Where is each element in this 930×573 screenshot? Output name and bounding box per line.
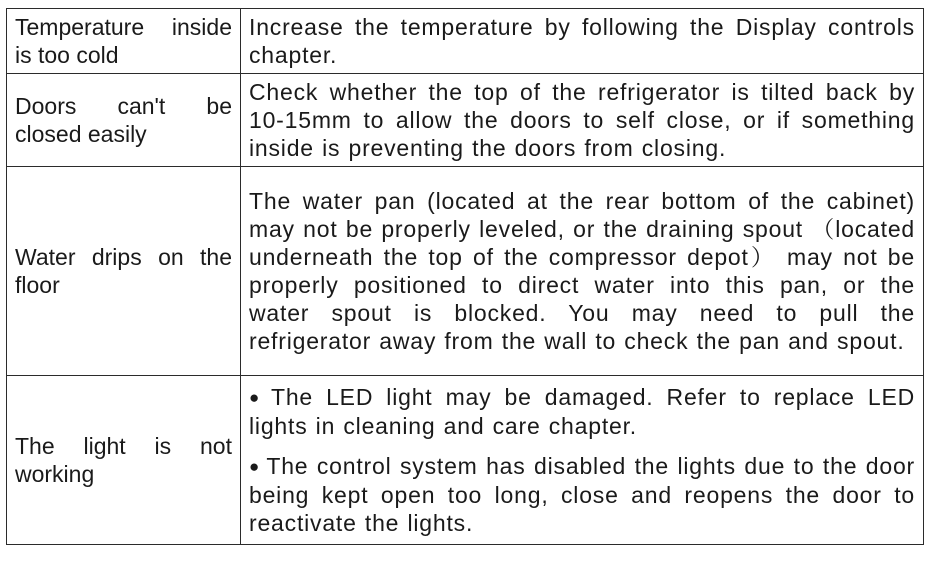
problem-cell — [7, 74, 241, 167]
problem-cell — [7, 167, 241, 376]
problem-cell — [7, 376, 241, 545]
solution-cell — [241, 167, 924, 376]
bullet-item — [249, 452, 915, 537]
solution-text: The water pan (located at the rear bottom of the cabinet) may not be properly leveled, or the draining spout （located underneath the top of the compressor depot） may not be properly positioned to direct water into this pan, or the water spout is blocked. You may need to pull the refrigerator away from the wall to check the pan and spout. — [249, 188, 915, 354]
troubleshooting-table — [6, 8, 924, 545]
bullet-icon: ● — [249, 457, 261, 476]
bullet-text: The control system has disabled the lights due to the door being kept open too long, close and reopens the door to reactivate the lights. — [249, 453, 915, 536]
table-row — [7, 9, 924, 74]
table-row — [7, 167, 924, 376]
problem-text: Temperature inside is too cold — [15, 14, 232, 68]
problem-cell — [7, 9, 241, 74]
bullet-icon: ● — [249, 388, 265, 407]
solution-text: Check whether the top of the refrigerator is tilted back by 10-15mm to allow the doors to self close, or if something inside is preventing the doors from closing. — [249, 79, 915, 161]
bullet-text: The LED light may be damaged. Refer to replace LED lights in cleaning and care chapter. — [249, 384, 915, 439]
table-row — [7, 376, 924, 545]
problem-text: Water drips on the floor — [15, 244, 232, 298]
bullet-item — [249, 383, 915, 440]
table-row — [7, 74, 924, 167]
solution-text: Increase the temperature by following the Display controls chapter. — [249, 14, 915, 68]
problem-text: The light is not working — [15, 433, 232, 487]
solution-cell — [241, 74, 924, 167]
solution-cell — [241, 376, 924, 545]
solution-cell — [241, 9, 924, 74]
problem-text: Doors can't be closed easily — [15, 93, 232, 147]
